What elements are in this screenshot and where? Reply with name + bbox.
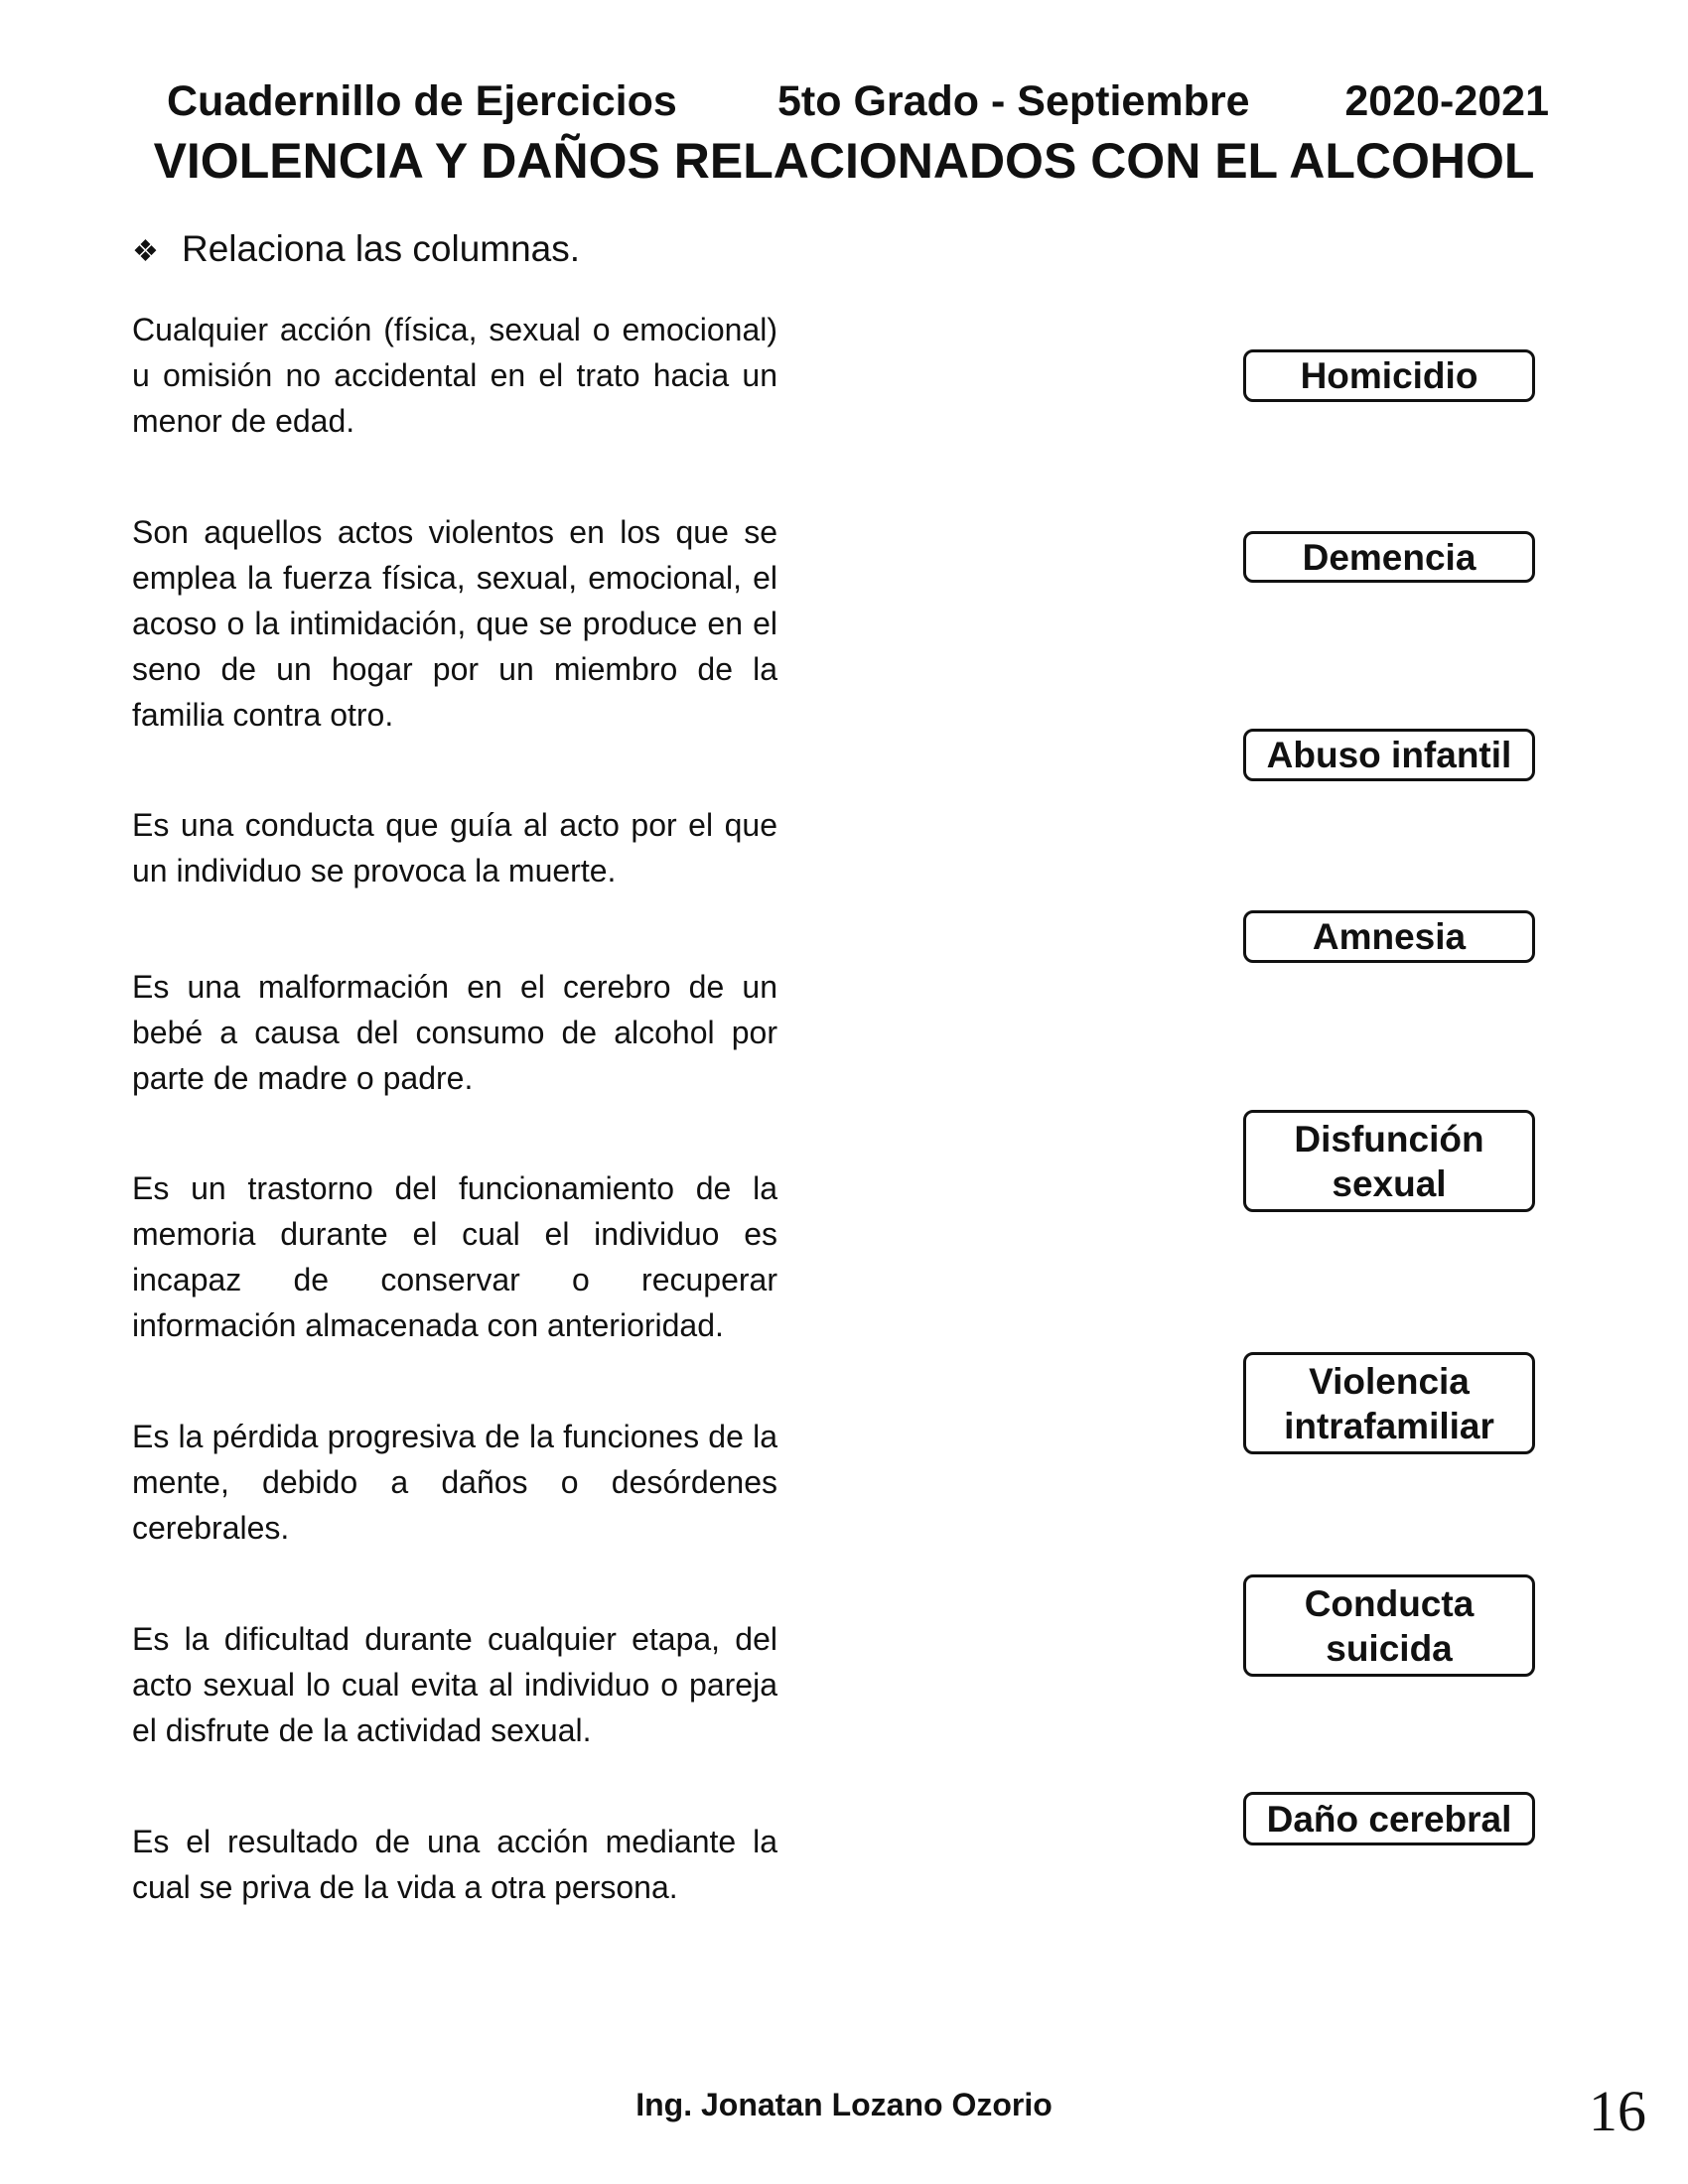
school-year: 2020-2021 [1344,77,1549,125]
definition-6: Es la pérdida progresiva de la funciones de la mente, debido a daños o desórdenes cerebrales. [132,1419,777,1546]
term-label: Daño cerebral [1266,1798,1512,1840]
document-header [167,71,1549,131]
term-label: Disfunción sexual [1294,1118,1484,1204]
definition-2: Son aquellos actos violentos en los que se emplea la fuerza física, sexual, emocional, el acoso o la intimidación, que se produce en el seno de un hogar por un miembro de la familia contra otro. [132,514,777,733]
instruction [132,224,580,277]
term-box-abuso-infantil [1243,729,1535,781]
definition-4: Es una malformación en el cerebro de un bebé a causa del consumo de alcohol por parte de madre o padre. [132,969,777,1096]
definition-3: Es una conducta que guía al acto por el que un individuo se provoca la muerte. [132,807,777,888]
instruction-text: Relaciona las columnas. [182,228,581,269]
term-label: Violencia intrafamiliar [1284,1360,1494,1446]
term-box-homicidio [1243,349,1535,402]
term-label: Conducta suicida [1304,1582,1475,1669]
page-title: VIOLENCIA Y DAÑOS RELACIONADOS CON EL ALCOHOL [153,133,1535,189]
definition-5: Es un trastorno del funcionamiento de la memoria durante el cual el individuo es incapaz de conservar o recuperar información almacenada con anterioridad. [132,1170,777,1343]
definition-7: Es la dificultad durante cualquier etapa, del acto sexual lo cual evita al individuo o pareja el disfrute de la actividad sexual. [132,1621,777,1748]
definition-1: Cualquier acción (física, sexual o emocional) u omisión no accidental en el trato hacia un menor de edad. [132,312,777,439]
term-box-amnesia [1243,910,1535,963]
term-box-dano-cerebral [1243,1792,1535,1845]
term-label: Abuso infantil [1266,735,1512,775]
term-label: Amnesia [1312,916,1467,957]
term-label: Homicidio [1300,355,1478,396]
term-box-conducta-suicida [1243,1574,1535,1677]
definition-8: Es el resultado de una acción mediante la cual se priva de la vida a otra persona. [132,1824,777,1905]
diamond-bullet-icon: ❖ [132,235,159,268]
page-number: 16 [1589,2079,1646,2143]
workbook-title: Cuadernillo de Ejercicios [167,77,677,125]
author-footer: Ing. Jonatan Lozano Ozorio [635,2087,1053,2122]
term-box-demencia [1243,531,1535,583]
term-box-violencia-intrafamiliar [1243,1352,1535,1454]
term-box-disfuncion-sexual [1243,1110,1535,1212]
term-label: Demencia [1302,536,1477,578]
grade-month: 5to Grado - Septiembre [777,77,1250,125]
